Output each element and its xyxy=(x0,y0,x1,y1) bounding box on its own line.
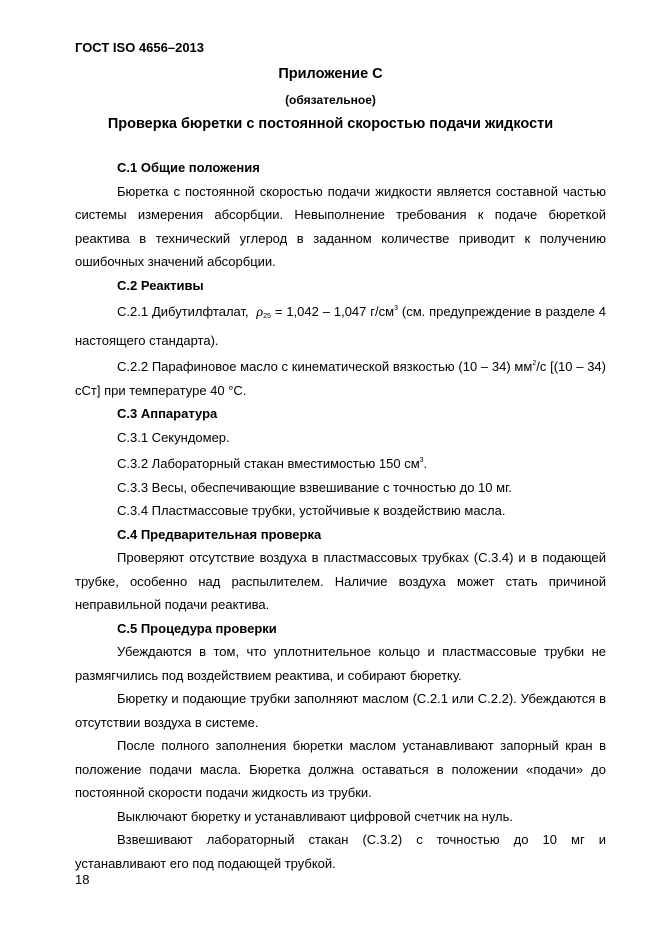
item-c3-1: С.3.1 Секундомер. xyxy=(117,429,230,445)
paragraph-c2-1 xyxy=(75,297,606,352)
section-heading-c2: С.2 Реактивы xyxy=(117,277,204,293)
paragraph-c5-5: Взвешивают лабораторный стакан (С.3.2) с точностью до 10 мг и устанавливают его под подающей трубкой. xyxy=(75,832,606,871)
paragraph-c5-1: Убеждаются в том, что уплотнительное кольцо и пластмассовые трубки не размягчились под воздействием реактива, и собирают бюретку. xyxy=(75,644,606,683)
document-header-id: ГОСТ ISO 4656–2013 xyxy=(75,40,205,55)
c32-suffix: . xyxy=(423,456,428,471)
document-body xyxy=(75,156,606,875)
paragraph-c5-2: Бюретку и подающие трубки заполняют маслом (С.2.1 или С.2.2). Убеждаются в отсутствии воздуха в системе. xyxy=(75,691,606,730)
annex-label: Приложение С xyxy=(278,66,383,82)
paragraph-c5-3: После полного заполнения бюретки маслом устанавливают запорный кран в положение подачи масла. Бюретка должна оставаться в положении «подачи» до постоянной скорости подачи жидкость из трубки. xyxy=(75,738,606,800)
rho-subscript: 25 xyxy=(263,313,271,320)
c21-prefix: С.2.1 Дибутилфталат, xyxy=(117,304,253,319)
annex-title: Проверка бюретки с постоянной скоростью подачи жидкости xyxy=(107,116,554,132)
item-c3-2 xyxy=(75,449,606,476)
annex-status: (обязательное) xyxy=(285,93,376,107)
item-c3-4: С.3.4 Пластмассовые трубки, устойчивые к воздействию масла. xyxy=(117,503,506,518)
paragraph-c1: Бюретка с постоянной скоростью подачи жидкости является составной частью системы измерения абсорбции. Невыполнение требования к подаче бюреткой реактива в технический углерод в заданном количестве приводит к получению ошибочных значений абсорбции. xyxy=(75,183,606,269)
item-c3-3: С.3.3 Весы, обеспечивающие взвешивание с точностью до 10 мг. xyxy=(117,479,512,495)
c22-suffix: /с [(10 – 34) сСт] при температуре 40 °С. xyxy=(75,359,606,398)
c21-superscript: 3 xyxy=(394,305,398,312)
c22-prefix: С.2.2 Парафиновое масло с кинематической вязкостью (10 – 34) мм xyxy=(117,359,533,374)
section-heading-c3: С.3 Аппаратура xyxy=(117,406,218,421)
rho-symbol: ρ xyxy=(256,305,264,320)
section-heading-c1: С.1 Общие положения xyxy=(117,160,260,175)
section-heading-c4: С.4 Предварительная проверка xyxy=(117,526,322,542)
paragraph-c2-2 xyxy=(75,352,606,402)
c21-mid: = 1,042 – 1,047 г/см xyxy=(270,304,395,319)
page-number: 18 xyxy=(75,872,90,887)
c32-prefix: С.3.2 Лабораторный стакан вместимостью 150 см xyxy=(117,456,420,471)
paragraph-c5-4: Выключают бюретку и устанавливают цифровой счетчик на нуль. xyxy=(117,808,514,824)
c22-superscript: 2 xyxy=(532,360,537,367)
c21-suffix: (см. предупреждение в разделе 4 настоящего стандарта). xyxy=(75,304,606,348)
section-heading-c5: С.5 Процедура проверки xyxy=(117,620,277,636)
paragraph-c4: Проверяют отсутствие воздуха в пластмассовых трубках (С.3.4) и в подающей трубке, особенно над распылителем. Наличие воздуха может стать причиной неправильной подачи реактива. xyxy=(75,550,606,612)
c32-superscript: 3 xyxy=(419,457,424,464)
